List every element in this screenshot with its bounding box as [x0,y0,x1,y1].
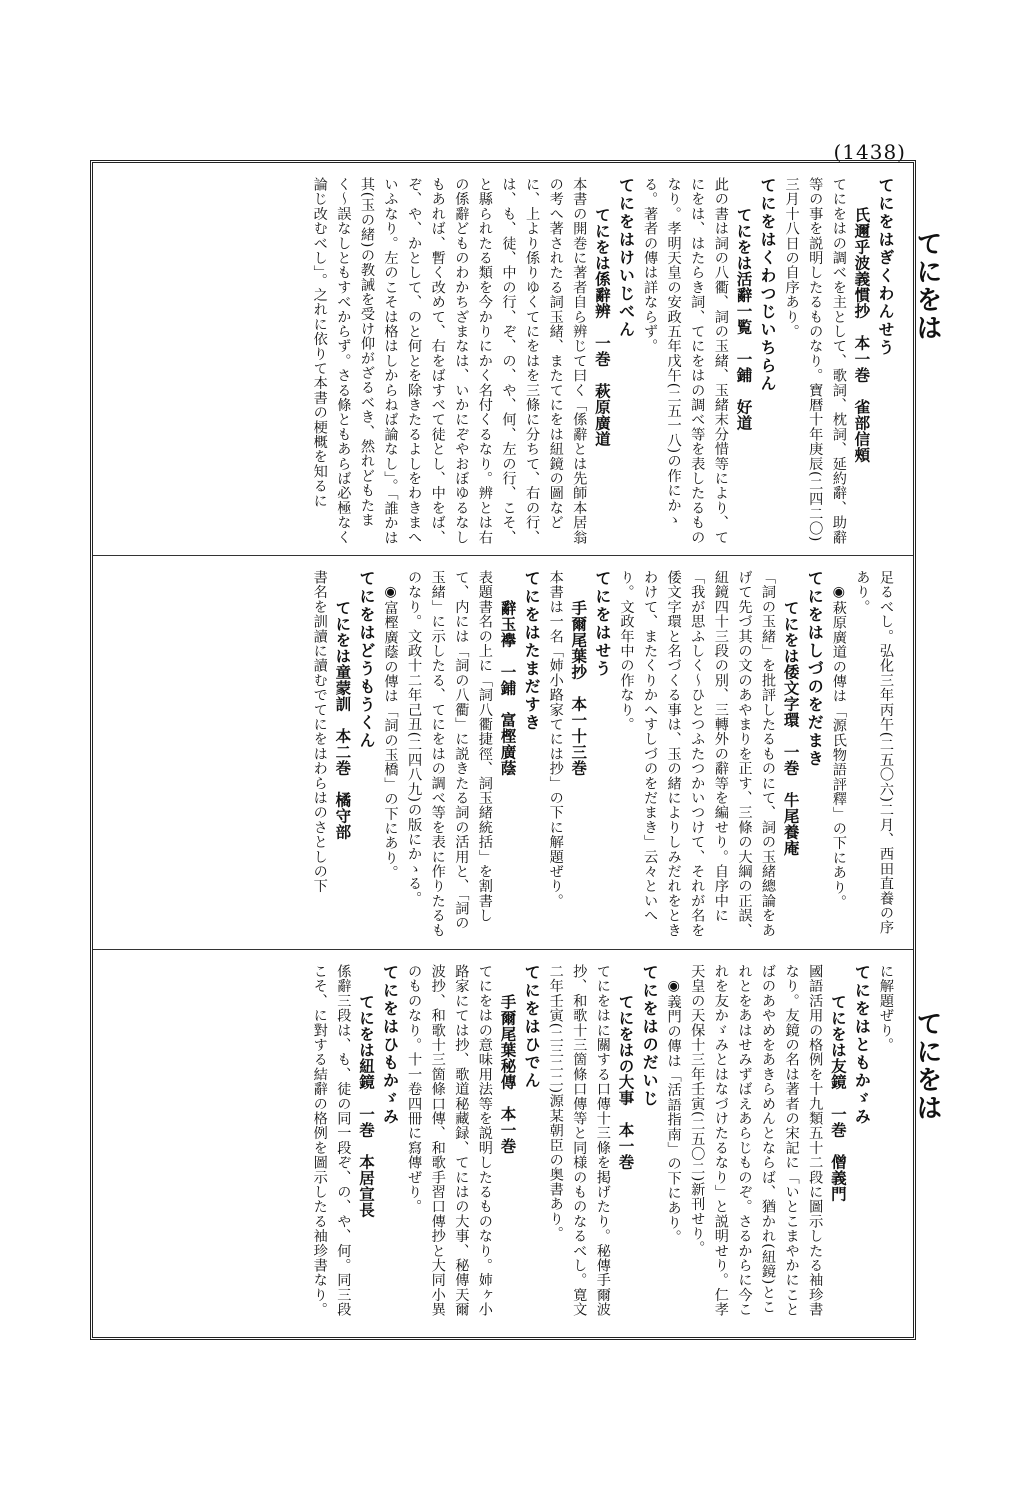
entry-subtitle: てにをは紐鏡 一巻 本居宣長 [356,994,376,1218]
band-top-column [307,177,897,545]
entry-body: 此の書は詞の八衢、詞の玉緒、玉緒末分惜等により、てにをは、はたらき詞、てにをはの調べ等を表したるものなり。孝明天皇の安政五年戊午(二五一八)の作にかゝる。著者の傳は詳ならず。 [642,177,729,545]
entry-body: てにをはの意味用法等を説明したるものなり。姉ヶ小路家にては抄、歌道秘藏録、てにはの大事、秘傳天爾波抄、和歌十三箇條口傳、和歌手習口傳抄と大同小異のものなり。十一卷四冊に寫傳ぜり。 [406,964,493,1317]
band-top [93,163,913,555]
entry-heading: てにをはともかゞみ [852,964,872,1126]
band-bottom-column [307,964,897,1327]
entry-subtitle: てにをは活辭一覧 一鋪 好道 [734,207,754,431]
entry-heading: てにをはけいじべん [616,177,636,339]
band-middle [93,555,913,949]
entry-subtitle: 手爾尾葉秘傳 本一巻 [498,994,518,1154]
entry-subtitle: てにをはの大事 本一巻 [616,994,636,1170]
entry-heading: てにをはひでん [522,964,542,1090]
entry-subtitle: てにをは童蒙訓 本二巻 橘守部 [333,600,353,840]
biography-note: ◉義門の傳は「活語指南」の下にあり。 [665,978,682,1245]
entry-body: 國語活用の格例を十九類五十二段に圖示したる袖珍書なり。友鏡の名は著者の宋記に「いとこまやかにことばのあやめをあきらめんとならば、猶かれ(紐鏡)とこれとをあはせみずばえあらじものぞ。さるからに今これを友かゞみとはなづけたるなり」と説明せり。仁孝天皇の天保十三年壬寅(二五〇二)新刊せり。 [689,964,824,1317]
entry-heading: てにをはぎくわんせう [876,177,895,357]
entry-body: てにをはに關する口傳十三條を掲げたり。秘傳手爾波抄、和歌十三箇條口傳等と同様のものなるべし。寛文二年壬寅(二三二二)源某朝臣の奥書あり。 [547,964,611,1317]
biography-note: ◉富樫廣蔭の傳は「詞の玉橋」の下にあり。 [382,584,399,880]
page-frame [90,160,916,1340]
entry-body: 足るべし。弘化三年丙午(二五〇六)二月、西田直養の序あり。 [854,570,894,935]
entry-body: 本書は一名「姉小路家てには抄」の下に解題ぜり。 [547,570,564,909]
band-middle-column [307,570,897,939]
entry-body: 本書の開巻に著者自ら辨じて曰く「係辭とは先師本居翁の考へ著されたる詞玉緒、またてにをは紐鏡の圖などに、上より係りゆくてにをはを三條に分ちて、右の行、は、も、徒、中の行、ぞ、の、や、何、左の行、こそ、と縣られたる類を今かりにかく名付くるなり。辨とは右の係辭どものわかちざまなは、いかにぞやおぼゆるなしもあれば、暫く改めて、右をばすべて徒とし、中をば、ぞ、や、かとして、のと何とを除きたるよしをわきまへいふなり。左のこそは格はしからねば論なし」。「誰かは其(玉の緒)の教誡を受け仰がざるべき、然れどもたまく〜誤なしともすべからず。さる條ともあらば必極なく論じ改むべし」。之れに依りて本書の梗概を知るに [311,177,588,545]
entry-heading: てにをはのだいじ [640,964,660,1108]
entry-heading: てにをはひもかゞみ [380,964,400,1126]
band-bottom [93,949,913,1337]
biography-note: ◉萩原廣道の傳は「源氏物語評釋」の下にあり。 [830,584,847,910]
entry-body: てにをはの調べを主として、歌詞、枕詞、延約辭、助辭等の事を説明したるものなり。寶暦十年庚辰(二四二〇)三月十八日の自序あり。 [783,177,847,545]
entry-heading: てにをはせう [592,570,612,678]
entry-subtitle: てにをは係辭辨 一巻 萩原廣道 [592,207,612,447]
entry-heading: てにをはどうもうくん [356,570,376,750]
entry-heading: てにをはしづのをだまき [805,570,825,768]
running-head-top: てにをは [912,230,942,342]
entry-body: 係辭三段は、も、徒の同一段ぞ、の、や、何。同三段こそ、に對する結辭の格例を圖示したる袖珍書なり。 [311,964,352,1317]
entry-body: 表題書名の上に「詞八衢捷徑、詞玉緒統括」を割書して、内には「詞の八衢」に説きたる詞の活用と、「詞の玉緒」に示したる、てにをはの調べ等を表に作りたるものなり。文政十二年己丑(二四八九)の版にかゝる。 [406,570,493,938]
entry-subtitle: 氏邇乎波義慣抄 本一巻 雀部信頰 [852,207,872,463]
entry-subtitle: てにをは友鏡 一巻 僧義門 [828,994,848,1202]
page-number: (1438) [833,140,906,164]
entry-body: に解題ぜり。 [878,964,894,1053]
entry-body: 書名を訓讀に讀むでてにをはわらはのさとしの下 [311,570,328,894]
entry-subtitle: 手爾尾葉抄 本一十三巻 [569,600,589,776]
running-head-bottom: てにをは [912,1010,942,1122]
entry-heading: てにをはくわつじいちらん [758,177,778,393]
entry-subtitle: 辭玉襷 一鋪 富樫廣蔭 [498,600,518,776]
entry-body: 「詞の玉緒」を批評したるものにて、詞の玉緒總論をあげて先づ其の文のあやまりを正す、三條の大綱の正誤、紐鏡四十三段の別、三轉外の辭等を編せり。自序中に「我が思ふしく〜ひとつふたつかいつけて、それが名を倭文字環と名づくる事は、玉の緒によりしみだれをときわけて、またくりかへすしづのをだまき」云々といへり。文政年中の作なり。 [618,570,777,938]
entry-heading: てにをはたまだすき [522,570,542,732]
entry-subtitle: てにをは倭文字環 一巻 牛尾養庵 [781,600,801,856]
